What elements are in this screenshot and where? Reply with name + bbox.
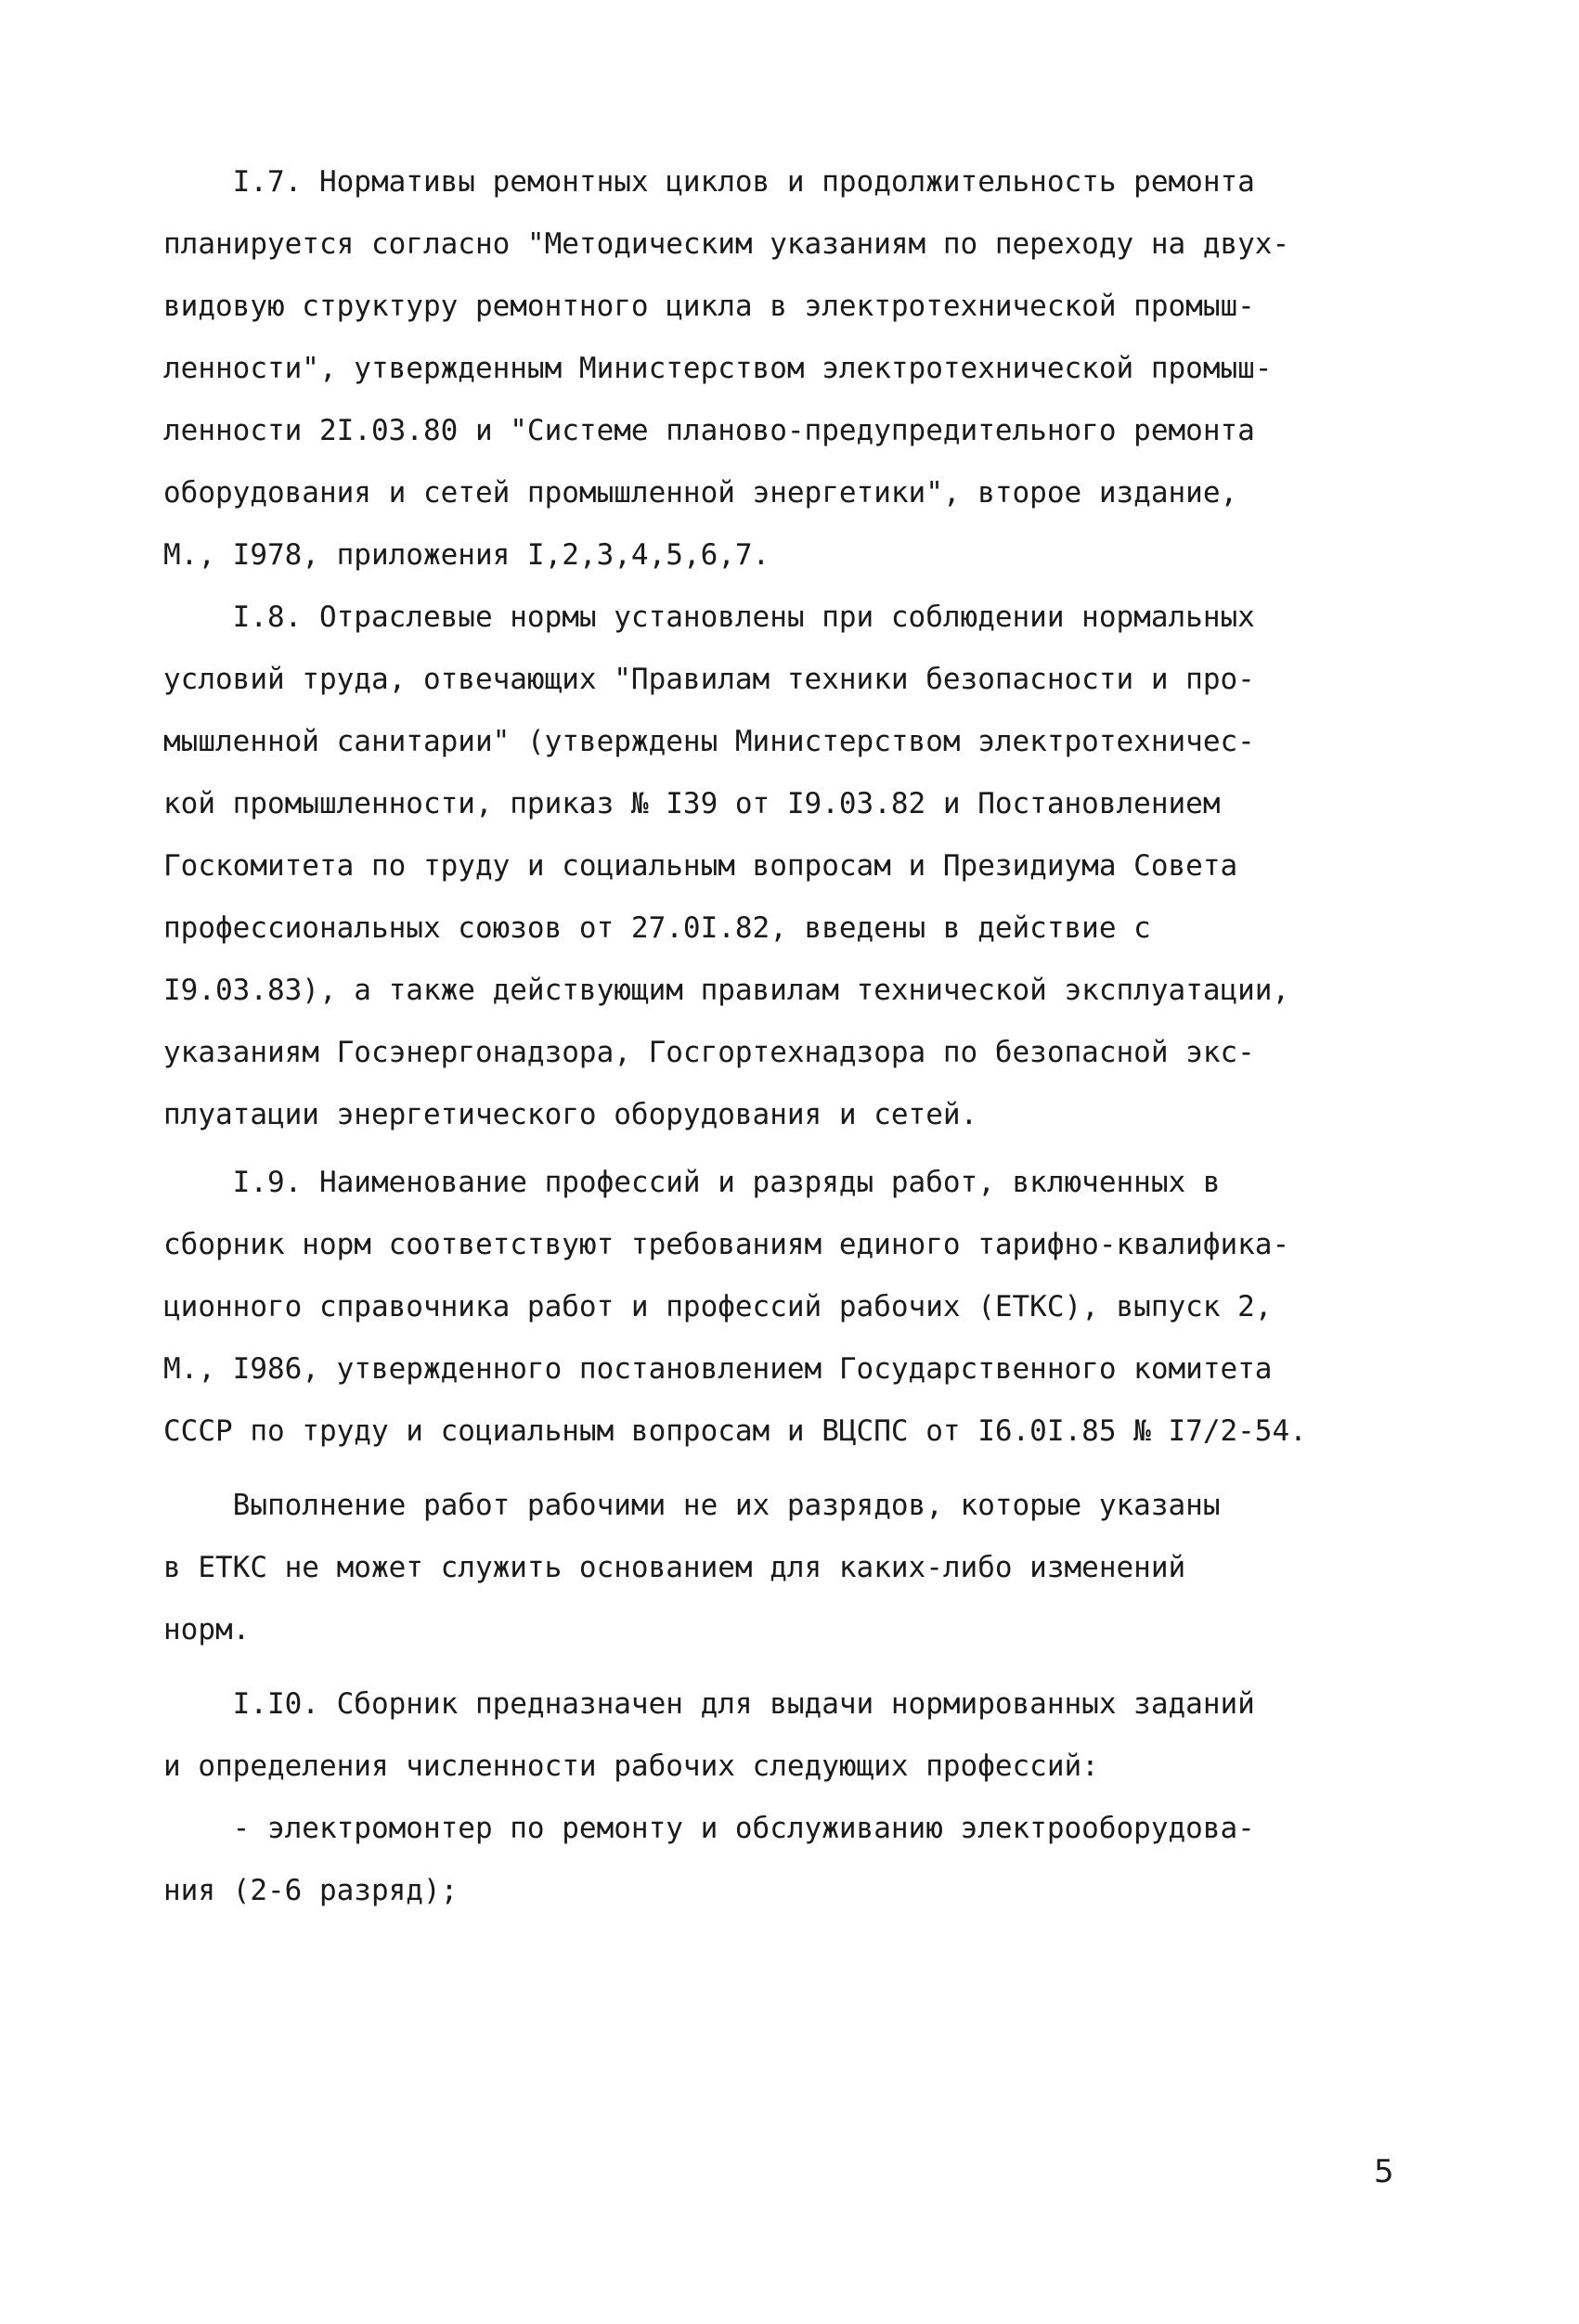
text-line: ленности", утвержденным Министерством электротехнической промыш-: [163, 352, 1273, 385]
text-line: кой промышленности, приказ № I39 от I9.03.82 и Постановлением: [163, 787, 1221, 820]
text-line: Выполнение работ рабочими не их разрядов, которые указаны: [163, 1489, 1221, 1522]
text-line: I.8. Отраслевые нормы установлены при соблюдении нормальных: [163, 600, 1255, 634]
text-line: видовую структуру ремонтного цикла в электротехнической промыш-: [163, 290, 1255, 323]
text-line: ционного справочника работ и профессий рабочих (ЕТКС), выпуск 2,: [163, 1290, 1273, 1323]
text-line: в ЕТКС не может служить основанием для каких-либо изменений: [163, 1551, 1186, 1584]
text-line: СССР по труду и социальным вопросам и ВЦСПС от I6.0I.85 № I7/2-54.: [163, 1414, 1307, 1448]
text-line: и определения численности рабочих следующих профессий:: [163, 1749, 1099, 1783]
text-line: планируется согласно "Методическим указаниям по переходу на двух-: [163, 227, 1290, 261]
text-line: I9.03.83), а также действующим правилам технической эксплуатации,: [163, 974, 1290, 1007]
text-line: М., I986, утвержденного постановлением Государственного комитета: [163, 1352, 1273, 1386]
text-line: мышленной санитарии" (утверждены Министерством электротехничес-: [163, 725, 1255, 758]
text-line: плуатации энергетического оборудования и сетей.: [163, 1098, 978, 1131]
text-line: - электромонтер по ремонту и обслуживанию электрооборудова-: [163, 1812, 1255, 1845]
text-line: ния (2-6 разряд);: [163, 1874, 459, 1907]
text-line: профессиональных союзов от 27.0I.82, введены в действие с: [163, 911, 1151, 945]
text-line: I.9. Наименование профессий и разряды работ, включенных в: [163, 1166, 1221, 1199]
text-line: указаниям Госэнергонадзора, Госгортехнадзора по безопасной экс-: [163, 1036, 1255, 1069]
text-line: М., I978, приложения I,2,3,4,5,6,7.: [163, 538, 770, 572]
text-line: условий труда, отвечающих "Правилам техники безопасности и про-: [163, 663, 1255, 696]
text-line: сборник норм соответствуют требованиям единого тарифно-квалифика-: [163, 1228, 1290, 1261]
text-line: норм.: [163, 1613, 251, 1646]
text-line: оборудования и сетей промышленной энергетики", второе издание,: [163, 476, 1238, 510]
text-line: ленности 2I.03.80 и "Системе планово-предупредительного ремонта: [163, 414, 1255, 447]
text-line: Госкомитета по труду и социальным вопросам и Президиума Совета: [163, 849, 1238, 883]
text-line: I.I0. Сборник предназначен для выдачи нормированных заданий: [163, 1687, 1255, 1721]
page-number: 5: [1374, 2153, 1394, 2190]
text-line: I.7. Нормативы ремонтных циклов и продолжительность ремонта: [163, 165, 1255, 199]
